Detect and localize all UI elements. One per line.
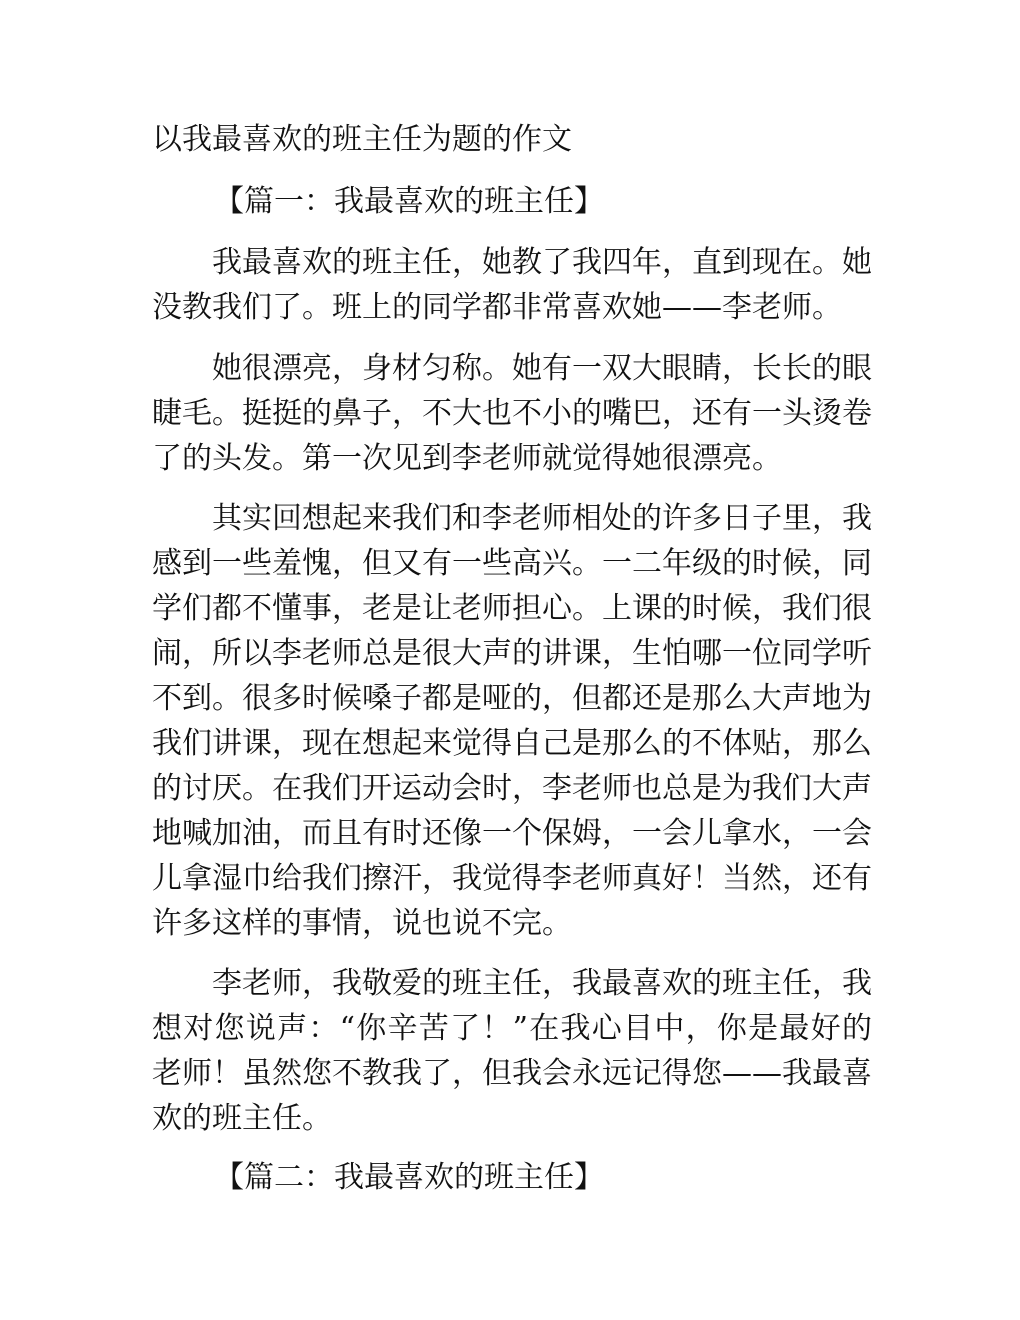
paragraph-2: 她很漂亮，身材匀称。她有一双大眼睛，长长的眼睫毛。挺挺的鼻子，不大也不小的嘴巴，还有一头烫卷了的头发。第一次见到李老师就觉得她很漂亮。 <box>152 351 872 476</box>
paragraph-4: 李老师，我敬爱的班主任，我最喜欢的班主任，我想对您说声：“你辛苦了！”在我心目中，你是最好的老师！虽然您不教我了，但我会永远记得您——我最喜欢的班主任。 <box>152 966 872 1136</box>
paragraph-3: 其实回想起来我们和李老师相处的许多日子里，我感到一些羞愧，但又有一些高兴。一二年级的时候，同学们都不懂事，老是让老师担心。上课的时候，我们很闹，所以李老师总是很大声的讲课，生怕哪一位同学听不到。很多时候嗓子都是哑的，但都还是那么大声地为我们讲课，现在想起来觉得自己是那么的不体贴，那么的讨厌。在我们开运动会时，李老师也总是为我们大声地喊加油，而且有时还像一个保姆，一会儿拿水，一会儿拿湿巾给我们擦汗，我觉得李老师真好！当然，还有许多这样的事情，说也说不完。 <box>152 501 872 941</box>
section-2-heading: 【篇二：我最喜欢的班主任】 <box>214 1160 604 1195</box>
section-1-heading: 【篇一：我最喜欢的班主任】 <box>214 184 604 219</box>
document-title: 以我最喜欢的班主任为题的作文 <box>152 122 572 157</box>
paragraph-1: 我最喜欢的班主任，她教了我四年，直到现在。她没教我们了。班上的同学都非常喜欢她——李老师。 <box>152 245 872 325</box>
